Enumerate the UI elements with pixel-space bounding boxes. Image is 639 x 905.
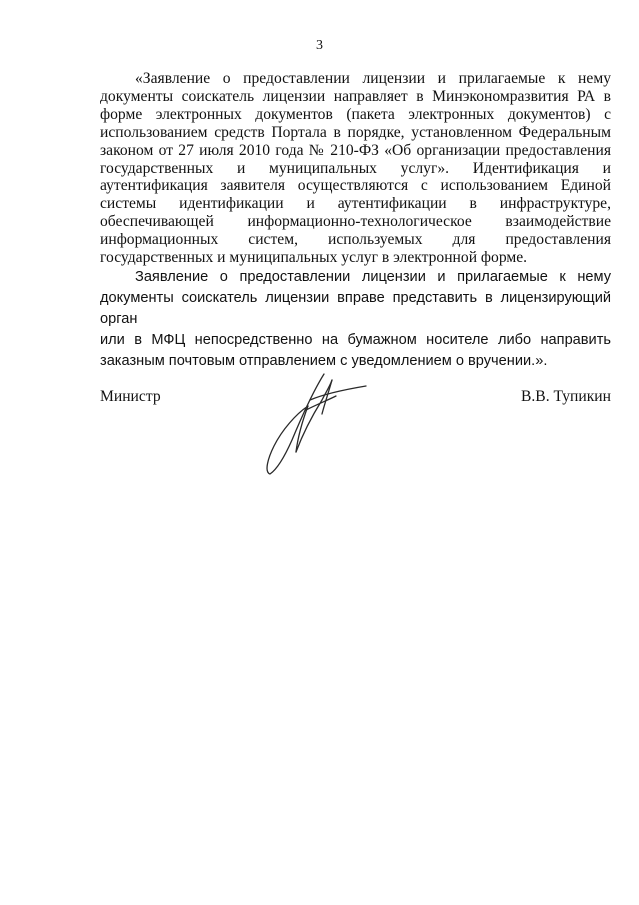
paragraph-licence-application-paper (100, 267, 611, 372)
document-body (100, 70, 611, 372)
page-number: 3 (316, 38, 323, 53)
text-line: «Заявление о предоставлении лицензии и прилагаемые к нему (135, 70, 611, 87)
handwritten-signature (262, 370, 372, 480)
text-line: или в МФЦ непосредственно на бумажном носителе либо направить (100, 331, 611, 348)
text-line: заказным почтовым отправлением с уведомлением о вручении.». (100, 352, 548, 369)
signatory-name: В.В. Тупикин (521, 388, 611, 405)
text-line: государственных и муниципальных услуг». Идентификация и (100, 159, 611, 177)
text-line: информационных систем, используемых для предоставления (100, 231, 611, 249)
text-line: документы соискатель лицензии вправе представить в лицензирующий орган (100, 289, 611, 327)
signature-block (100, 388, 611, 498)
text-line: обеспечивающей информационно-технологическое взаимодействие (100, 213, 611, 231)
text-line: аутентификация заявителя осуществляются с использованием Единой (100, 177, 611, 195)
text-line: государственных и муниципальных услуг в электронной форме. (100, 249, 528, 267)
signatory-role: Министр (100, 388, 161, 405)
text-line: форме электронных документов (пакета электронных документов) с (100, 105, 611, 123)
paragraph-licence-application-electronic (100, 70, 611, 267)
text-line: документы соискатель лицензии направляет в Минэкономразвития РА в (100, 87, 611, 105)
text-line: использованием средств Портала в порядке, установленном Федеральным (100, 123, 611, 141)
text-line: законом от 27 июля 2010 года № 210-ФЗ «Об организации предоставления (100, 141, 611, 159)
text-line: Заявление о предоставлении лицензии и прилагаемые к нему (135, 268, 611, 285)
text-line: системы идентификации и аутентификации в инфраструктуре, (100, 195, 611, 213)
